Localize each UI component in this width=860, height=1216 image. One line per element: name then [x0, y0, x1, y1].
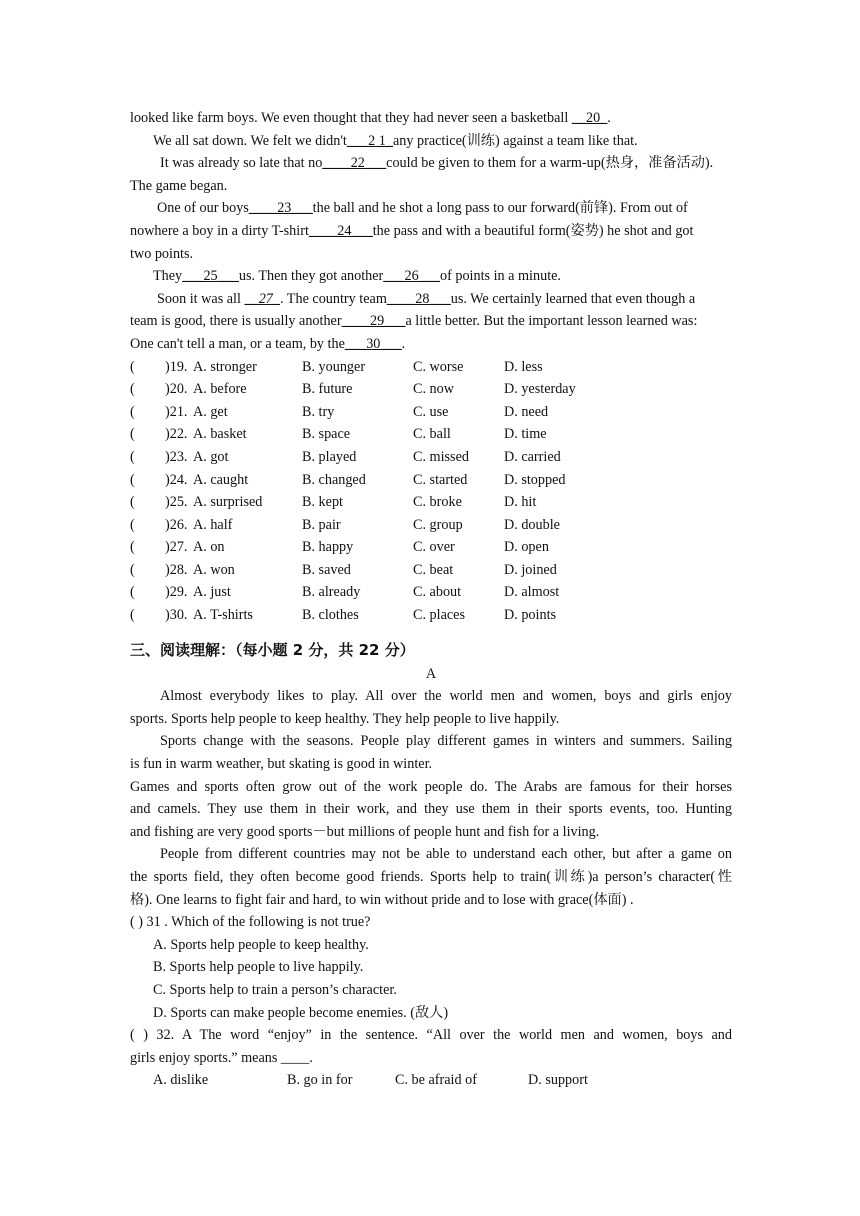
question-31-option-d: D. Sports can make people become enemies. (敌人) — [153, 1004, 449, 1021]
cloze-text: It was already so late that no — [160, 155, 323, 172]
question-31-option-c: C. Sports help to train a person’s character. — [153, 981, 397, 998]
cloze-text: us. Then they got another — [238, 268, 384, 285]
cloze-text: of points in a minute. — [440, 268, 561, 285]
option-a: A. before — [193, 381, 247, 398]
cloze-blank-29: ____29___ — [341, 313, 406, 330]
cloze-option-row — [130, 559, 732, 582]
cloze-option-row — [130, 356, 732, 379]
answer-paren: ( — [130, 607, 135, 624]
option-a: A. T-shirts — [193, 607, 253, 624]
question-number: )24. — [165, 471, 188, 488]
cloze-text: . The country team — [279, 290, 387, 307]
question-32-option-d: D. support — [528, 1072, 588, 1089]
passage-line: and fishing are very good sports－but millions of people hunt and fish for a living. — [130, 823, 600, 840]
cloze-text: a little better. But the important lesson learned was: — [405, 313, 698, 330]
option-a: A. surprised — [193, 494, 263, 511]
option-d: D. time — [504, 426, 547, 443]
passage-line: and camels. They use them in their work, and they use them in their sports events, too. Hunting — [130, 801, 732, 818]
cloze-blank-30: ___30___ — [344, 335, 402, 352]
passage-line: Sports change with the seasons. People play different games in winters and summers. Sailing — [160, 733, 732, 750]
question-number: )26. — [165, 516, 188, 533]
cloze-line — [130, 333, 732, 356]
option-c: C. use — [413, 403, 449, 420]
option-a: A. half — [193, 516, 233, 533]
question-number: )28. — [165, 561, 188, 578]
question-32-stem: ( ) 32. A The word “enjoy” in the sentence. “All over the world men and women, boys and — [130, 1027, 732, 1044]
option-c: C. over — [413, 539, 455, 556]
cloze-blank-20: __20_ — [571, 110, 608, 126]
cloze-text: Soon it was all — [157, 290, 245, 307]
question-number: )25. — [165, 494, 188, 511]
cloze-text: The game began. — [130, 177, 228, 194]
option-c: C. worse — [413, 358, 464, 375]
cloze-line — [130, 220, 732, 243]
option-a: A. on — [193, 539, 225, 556]
option-b: B. younger — [302, 358, 366, 375]
cloze-option-row — [130, 491, 732, 514]
answer-paren: ( — [130, 561, 135, 578]
passage-line: People from different countries may not be able to understand each other, but after a game on — [160, 846, 732, 863]
cloze-text: two points. — [130, 245, 194, 262]
answer-paren: ( — [130, 516, 135, 533]
cloze-option-row — [130, 423, 732, 446]
cloze-line — [130, 107, 732, 130]
option-b: B. future — [302, 381, 353, 398]
cloze-option-row — [130, 446, 732, 469]
option-c: C. group — [413, 516, 463, 533]
option-b: B. try — [302, 403, 335, 420]
cloze-text: the ball and he shot a long pass to our forward(前锋). From out of — [312, 200, 688, 217]
cloze-text: We all sat down. We felt we didn't — [153, 132, 347, 149]
option-d: D. joined — [504, 561, 557, 578]
option-d: D. need — [504, 403, 549, 420]
cloze-blank-25: ___25___ — [182, 268, 239, 285]
option-b: B. pair — [302, 516, 341, 533]
question-32-option-c: C. be afraid of — [395, 1072, 477, 1089]
question-32-options — [130, 1069, 732, 1092]
passage-line: sports. Sports help people to keep healthy. They help people to live happily. — [130, 710, 560, 727]
option-b: B. played — [302, 448, 357, 465]
cloze-text: looked like farm boys. We even thought that they had never seen a basketball — [130, 110, 572, 126]
passage-line: the sports field, they often become good friends. Sports help to train(训练)a person’s character(性 — [130, 869, 732, 885]
cloze-blank-22: ____22___ — [322, 155, 387, 172]
option-c: C. missed — [413, 448, 469, 465]
cloze-text: . — [607, 110, 611, 126]
cloze-text: us. We certainly learned that even though a — [450, 290, 696, 307]
option-c: C. places — [413, 607, 466, 624]
cloze-text: the pass and with a beautiful form(姿势) he shot and got — [372, 222, 694, 239]
question-31-stem: ( ) 31 . Which of the following is not true? — [130, 914, 371, 931]
answer-paren: ( — [130, 471, 135, 488]
cloze-option-row — [130, 514, 732, 537]
exam-page — [130, 107, 732, 1092]
question-number: )29. — [165, 584, 188, 601]
option-b: B. changed — [302, 471, 366, 488]
option-a: A. got — [193, 448, 229, 465]
question-32-stem: girls enjoy sports.” means ____. — [130, 1049, 313, 1066]
option-b: B. happy — [302, 539, 354, 556]
option-d: D. open — [504, 539, 549, 556]
option-d: D. double — [504, 516, 560, 533]
question-31-option-b: B. Sports help people to live happily. — [153, 959, 364, 976]
cloze-option-row — [130, 536, 732, 559]
option-d: D. less — [504, 358, 543, 375]
option-c: C. started — [413, 471, 468, 488]
option-a: A. just — [193, 584, 231, 601]
option-d: D. hit — [504, 494, 537, 511]
cloze-line — [130, 288, 732, 311]
passage-label: A — [425, 665, 437, 682]
option-c: C. ball — [413, 426, 451, 443]
question-number: )19. — [165, 358, 188, 375]
cloze-text: One can't tell a man, or a team, by the — [130, 335, 345, 352]
cloze-text: any practice(训练) against a team like that. — [392, 132, 638, 149]
option-b: B. already — [302, 584, 361, 601]
cloze-line — [130, 130, 732, 153]
option-c: C. about — [413, 584, 462, 601]
option-a: A. get — [193, 403, 228, 420]
question-number: )20. — [165, 381, 188, 398]
cloze-option-row — [130, 401, 732, 424]
cloze-line — [130, 265, 732, 288]
option-b: B. clothes — [302, 607, 359, 624]
question-number: )27. — [165, 539, 188, 556]
option-c: C. beat — [413, 561, 454, 578]
answer-paren: ( — [130, 539, 135, 556]
cloze-blank-23: ____23___ — [248, 200, 313, 217]
option-c: C. broke — [413, 494, 462, 511]
question-number: )30. — [165, 607, 188, 624]
cloze-option-row — [130, 469, 732, 492]
question-number: )23. — [165, 448, 188, 465]
cloze-text: . — [401, 335, 406, 352]
option-d: D. yesterday — [504, 381, 576, 398]
passage-line: is fun in warm weather, but skating is good in winter. — [130, 756, 433, 773]
cloze-options-list — [130, 356, 732, 627]
option-d: D. almost — [504, 584, 560, 601]
option-d: D. points — [504, 607, 557, 624]
cloze-option-row — [130, 604, 732, 627]
answer-paren: ( — [130, 358, 135, 375]
question-32-option-b: B. go in for — [287, 1072, 353, 1089]
cloze-line — [130, 310, 732, 333]
cloze-line — [130, 197, 732, 220]
question-32-option-a: A. dislike — [153, 1072, 209, 1089]
option-d: D. carried — [504, 448, 561, 465]
answer-paren: ( — [130, 584, 135, 601]
passage-line: Almost everybody likes to play. All over the world men and women, boys and girls enjoy — [160, 688, 732, 705]
question-number: )21. — [165, 403, 188, 420]
cloze-text: nowhere a boy in a dirty T-shirt — [130, 222, 309, 239]
cloze-blank-24: ____24___ — [308, 222, 373, 239]
cloze-option-row — [130, 378, 732, 401]
passage-line: 格). One learns to fight fair and hard, to win without pride and to lose with grace(体面) . — [130, 891, 634, 908]
passage-line: Games and sports often grow out of the work people do. The Arabs are famous for their horses — [130, 778, 732, 795]
cloze-blank-26: ___26___ — [383, 268, 440, 285]
cloze-line — [130, 243, 732, 266]
option-a: A. stronger — [193, 358, 257, 375]
question-number: )22. — [165, 426, 188, 443]
option-b: B. kept — [302, 494, 343, 511]
cloze-line — [130, 152, 732, 175]
cloze-text: One of our boys — [157, 200, 249, 217]
answer-paren: ( — [130, 426, 135, 443]
answer-paren: ( — [130, 448, 135, 465]
option-b: B. saved — [302, 561, 351, 578]
option-b: B. space — [302, 426, 351, 443]
cloze-text: They — [153, 268, 183, 285]
answer-paren: ( — [130, 403, 135, 420]
cloze-text: could be given to them for a warm-up(热身，准备活动). — [386, 155, 714, 172]
option-a: A. caught — [193, 471, 249, 488]
section-title: 三、阅读理解：（每小题 2 分，共 22 分） — [130, 640, 415, 659]
cloze-option-row — [130, 581, 732, 604]
option-d: D. stopped — [504, 471, 566, 488]
cloze-text: team is good, there is usually another — [130, 313, 342, 330]
option-a: A. won — [193, 561, 235, 578]
cloze-blank-27: __27_ — [244, 290, 280, 307]
question-31-option-a: A. Sports help people to keep healthy. — [153, 936, 369, 953]
cloze-blank-21: ___2 1_ — [346, 132, 393, 149]
answer-paren: ( — [130, 494, 135, 511]
cloze-blank-28: ____28___ — [386, 290, 451, 307]
cloze-line — [130, 175, 732, 198]
option-c: C. now — [413, 381, 454, 398]
answer-paren: ( — [130, 381, 135, 398]
option-a: A. basket — [193, 426, 247, 443]
